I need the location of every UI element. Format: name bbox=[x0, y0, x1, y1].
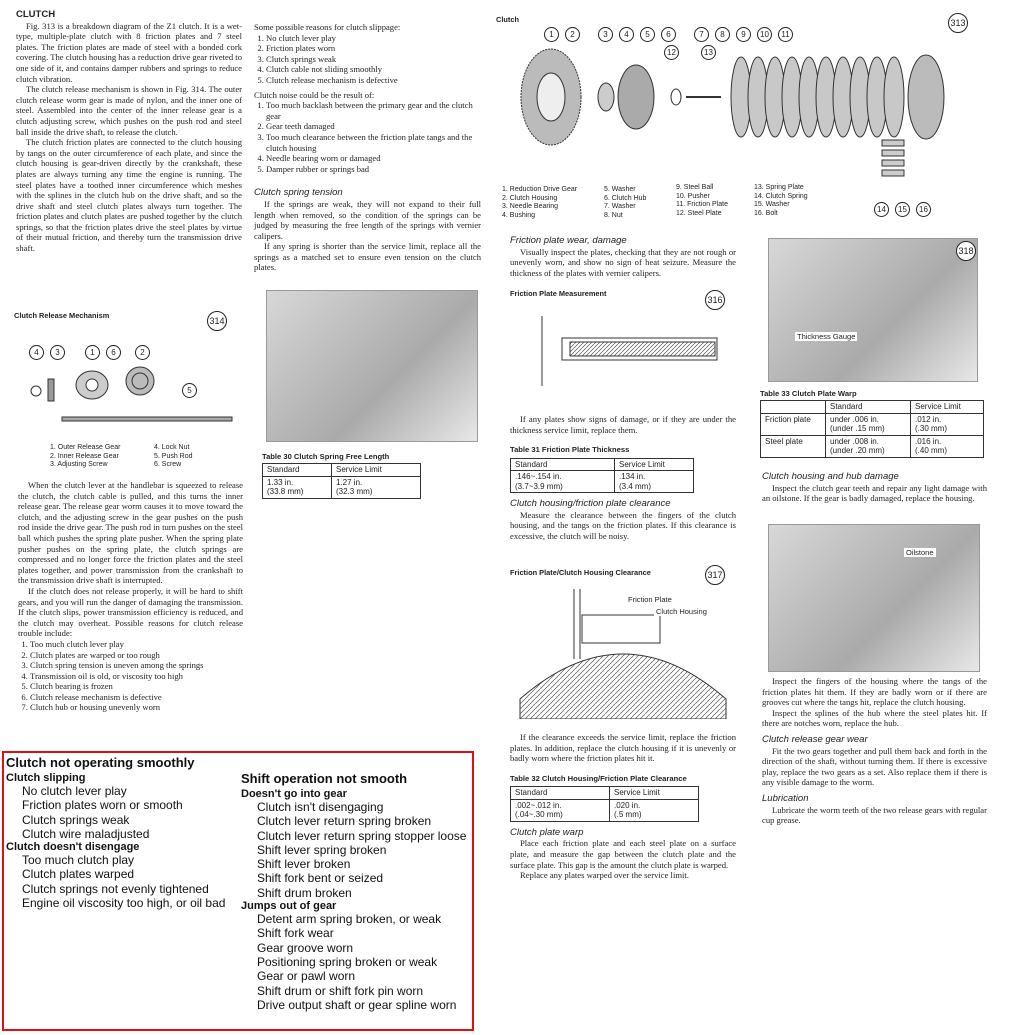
legend-item: 13. Spring Plate bbox=[754, 184, 804, 191]
figure-316 bbox=[510, 286, 736, 406]
table-31 bbox=[510, 458, 694, 494]
paragraph: If any spring is shorter than the service limit, replace all the springs as a matched set to ensure even tension on the clutch plates. bbox=[254, 241, 481, 273]
paragraph: Replace any plates warped over the service limit. bbox=[520, 870, 689, 881]
figure-legend bbox=[676, 184, 728, 218]
paragraph: Measure the clearance between the fingers of the clutch housing, and the tangs on the friction plates. If this clearance is excessive, the clutch will be noisy. bbox=[510, 509, 736, 542]
table-cell: .002~.012 in. (.04~.30 mm) bbox=[511, 799, 610, 821]
callout: 5 bbox=[182, 383, 197, 398]
table-30 bbox=[262, 452, 421, 499]
figure-title: Clutch Release Mechanism bbox=[14, 311, 110, 320]
figure-legend bbox=[154, 444, 193, 470]
figure-legend bbox=[604, 186, 646, 220]
callout: 3 bbox=[598, 27, 613, 42]
legend-item: 8. Nut bbox=[604, 211, 623, 219]
troubleshooting-box bbox=[2, 751, 474, 1031]
list-item: 7. Clutch hub or housing unevenly worn bbox=[30, 702, 243, 713]
trouble-item: Shift fork wear bbox=[257, 926, 334, 941]
table-header: Service Limit bbox=[615, 458, 694, 471]
callout: 3 bbox=[50, 345, 65, 360]
section-heading: Lubrication bbox=[762, 792, 809, 804]
table-cell: .016 in. (.40 mm) bbox=[911, 435, 984, 457]
table-cell: 1.33 in. (33.8 mm) bbox=[263, 476, 332, 498]
figure-legend bbox=[50, 444, 120, 470]
figure-label: Oilstone bbox=[906, 548, 934, 557]
column-4-b bbox=[762, 676, 987, 826]
column-3 bbox=[510, 236, 736, 278]
table-cell: .146~.154 in. (3.7~3.9 mm) bbox=[511, 471, 615, 493]
trouble-item: Clutch plates warped bbox=[22, 867, 135, 882]
callout: 7 bbox=[694, 27, 709, 42]
figure-legend bbox=[754, 184, 808, 218]
table-caption: Table 31 Friction Plate Thickness bbox=[510, 445, 630, 455]
list-item: 1. Too much clutch lever play bbox=[30, 639, 243, 650]
paragraph: Inspect the fingers of the housing where the tangs of the friction plates hit them. If they are badly worn or if there are grooves cut where the tangs hit, replace the clutch housing. bbox=[762, 676, 987, 708]
section-heading: Clutch spring tension bbox=[254, 187, 343, 199]
table-header: Service Limit bbox=[610, 787, 699, 800]
trouble-category: Doesn't go into gear bbox=[241, 788, 347, 800]
list-item: 3. Clutch spring tension is uneven among the springs bbox=[30, 660, 243, 671]
trouble-left-column bbox=[6, 755, 238, 910]
figure-number: 317 bbox=[705, 565, 725, 585]
list-item: 1. Too much backlash between the primary gear and the clutch gear bbox=[266, 100, 481, 121]
legend-item: 12. Steel Plate bbox=[676, 209, 722, 217]
callout: 12 bbox=[664, 45, 679, 60]
list-item: 1. No clutch lever play bbox=[266, 33, 481, 44]
callout: 6 bbox=[661, 27, 676, 42]
paragraph: The clutch release mechanism is shown in Fig. 314. The outer clutch release worm gear is made of nylon, and the inner one of steel. Assembled into the center of the inner release gear is a clutch adjusting screw, which pushes on the push rod and steel ball inside the drive shaft, to release the clutch. bbox=[16, 84, 242, 137]
noise-reasons bbox=[254, 100, 481, 174]
trouble-item: Detent arm spring broken, or weak bbox=[257, 912, 442, 927]
section-heading: Friction plate wear, damage bbox=[510, 235, 627, 246]
reason-list bbox=[18, 639, 243, 713]
table-header: Service Limit bbox=[332, 464, 421, 477]
table-cell: .012 in. (.30 mm) bbox=[911, 413, 984, 435]
trouble-item: Shift lever broken bbox=[257, 857, 351, 872]
paragraph: Fig. 313 is a breakdown diagram of the Z1 clutch. It is a wet-type, multiple-plate clutch with 8 friction plates and 7 steel plates. The friction plates are made of steel with a bonded cork covering. The clutch housing has a reduction drive gear riveted to one side of it, and contains damper rubbers and springs to reduce clutch vibration. bbox=[16, 20, 242, 84]
figure-legend bbox=[502, 186, 577, 220]
callout: 2 bbox=[135, 345, 150, 360]
figure-title: Clutch bbox=[496, 15, 519, 24]
legend-item: 11. Friction Plate bbox=[676, 201, 729, 208]
list-item: 3. Clutch springs weak bbox=[266, 54, 481, 65]
trouble-item: Positioning spring broken or weak bbox=[257, 954, 438, 969]
clutch-exploded-drawing bbox=[496, 42, 970, 182]
paragraph: Place each friction plate and each steel plate on a surface plate, and measure the gap between the clutch plate and the surface plate. This gap is the amount the clutch plate is warped. bbox=[510, 838, 736, 870]
legend-item: 2. Clutch Housing bbox=[502, 194, 558, 202]
figure-number: 314 bbox=[207, 311, 227, 331]
legend-item: 7. Washer bbox=[604, 203, 636, 210]
table-cell: Friction plate bbox=[761, 413, 826, 435]
table-cell: .020 in. (.5 mm) bbox=[610, 799, 699, 821]
paragraph: If the springs are weak, they will not expand to their full length when removed, so the condition of the springs can be judged by measuring the free length of the springs with vernier calipers. bbox=[254, 198, 481, 241]
callout: 13 bbox=[701, 45, 716, 60]
callout: 10 bbox=[757, 27, 772, 42]
legend-item: 10. Pusher bbox=[676, 192, 710, 200]
legend-item: 3. Needle Bearing bbox=[502, 203, 559, 210]
list-item: 4. Needle bearing worn or damaged bbox=[266, 153, 481, 164]
legend-item: 16. Bolt bbox=[754, 209, 778, 217]
list-item: 2. Clutch plates are warped or too rough bbox=[30, 650, 243, 661]
list-item: 5. Damper rubber or springs bad bbox=[266, 164, 481, 175]
list-item: 2. Friction plates worn bbox=[266, 43, 481, 54]
paragraph: If the clutch does not release properly, it will be hard to shift gears, and you will run the danger of damaging the transmission. If the clutch slips, power transmission efficiency is reduced, and the clutch may overheat. Possible reasons for clutch release trouble include: bbox=[18, 585, 243, 639]
callout: 5 bbox=[640, 27, 655, 42]
figure-314 bbox=[12, 308, 244, 476]
figure-313 bbox=[496, 10, 970, 225]
legend-item: 5. Washer bbox=[604, 186, 636, 193]
column-1-lower bbox=[18, 480, 243, 713]
trouble-title: Clutch not operating smoothly bbox=[6, 755, 195, 770]
trouble-category: Clutch doesn't disengage bbox=[6, 841, 140, 854]
table-cell: .134 in. (3.4 mm) bbox=[615, 471, 694, 493]
legend-item: 15. Washer bbox=[754, 201, 790, 208]
figure-label: Thickness Gauge bbox=[797, 332, 856, 341]
section-heading: Clutch housing/friction plate clearance bbox=[510, 498, 671, 510]
legend-item: 9. Steel Ball bbox=[676, 184, 714, 191]
table-caption: Table 32 Clutch Housing/Friction Plate Clearance bbox=[510, 773, 687, 783]
legend-item: 3. Adjusting Screw bbox=[50, 461, 108, 468]
table-header: Standard bbox=[511, 787, 610, 800]
table-caption: Table 33 Clutch Plate Warp bbox=[760, 389, 857, 398]
table-header bbox=[761, 401, 826, 414]
callouts-bottom bbox=[874, 199, 933, 217]
figure-title: Friction Plate Measurement bbox=[510, 289, 607, 298]
trouble-item: Engine oil viscosity too high, or oil bad bbox=[22, 896, 226, 911]
table-header: Standard bbox=[511, 458, 615, 471]
trouble-category: Jumps out of gear bbox=[241, 900, 337, 913]
legend-item: 1. Outer Release Gear bbox=[50, 444, 121, 451]
paragraph: When the clutch lever at the handlebar is squeezed to release the clutch, the clutch cable is pulled, and this turns the inner release gear. The release gear worm causes it to move toward the clutch, and the adjusting screw in the gear pushes on the push rod inside the drive gear. The push rod in turn pushes on the steel ball which pushes the spring plate pusher. When the spring plate pusher pushes on the spring plate, the clutch springs are compressed and no longer force the friction plates and the steel plates together, and power transmission from the crankshaft to the transmission drive shaft is interrupted. bbox=[18, 480, 243, 586]
legend-item: 6. Screw bbox=[154, 461, 182, 468]
list-item: 6. Clutch release mechanism is defective bbox=[30, 692, 243, 703]
list-item: 3. Too much clearance between the friction plate tangs and the clutch housing bbox=[266, 132, 481, 153]
section-heading: Clutch plate warp bbox=[510, 826, 584, 838]
trouble-item: Shift drum or shift fork pin worn bbox=[257, 983, 424, 998]
figure-317 bbox=[510, 565, 736, 725]
legend-item: 4. Bushing bbox=[502, 211, 536, 219]
callout: 2 bbox=[565, 27, 580, 42]
callout: 15 bbox=[895, 202, 910, 217]
trouble-item: Gear groove worn bbox=[257, 940, 354, 955]
list-item: 5. Clutch release mechanism is defective bbox=[266, 75, 481, 86]
table-header: Standard bbox=[263, 464, 332, 477]
legend-item: 4. Lock Nut bbox=[154, 444, 190, 451]
column-4 bbox=[762, 472, 987, 504]
trouble-item: Clutch springs weak bbox=[22, 812, 130, 827]
section-heading: Clutch release gear wear bbox=[762, 733, 868, 745]
thickness-gauge-photo bbox=[768, 238, 978, 382]
table-32 bbox=[510, 786, 699, 822]
trouble-item: Clutch isn't disengaging bbox=[257, 800, 384, 814]
trouble-item: Clutch lever return spring broken bbox=[257, 814, 432, 829]
paragraph: If any plates show signs of damage, or if they are under the thickness service limit, replace them. bbox=[510, 414, 736, 435]
trouble-item: Clutch wire maladjusted bbox=[22, 826, 150, 841]
legend-item: 1. Reduction Drive Gear bbox=[502, 186, 578, 193]
trouble-item: Shift lever spring broken bbox=[257, 842, 387, 857]
callout: 11 bbox=[778, 27, 793, 42]
table-cell: under .008 in. (under .20 mm) bbox=[826, 435, 911, 457]
section-heading-clutch: CLUTCH bbox=[16, 9, 56, 20]
list-item: 4. Transmission oil is old, or viscosity too high bbox=[30, 671, 243, 682]
paragraph: Fit the two gears together and pull them back and forth in the direction of the shaft, without turning them. If there is excessive play, replace the two gears as a set. Also replace them if there is any visible damage to the worm. bbox=[762, 745, 987, 788]
column-3-c bbox=[510, 732, 736, 881]
trouble-item: Shift fork bent or seized bbox=[257, 871, 384, 886]
figure-number: 318 bbox=[956, 241, 976, 261]
legend-item: 5. Push Rod bbox=[154, 452, 193, 460]
plate-section-drawing bbox=[510, 316, 736, 406]
paragraph: Inspect the clutch gear teeth and repair any light damage with an oilstone. If the gear is badly damaged, replace the housing. bbox=[762, 482, 987, 504]
trouble-item: Clutch springs not evenly tightened bbox=[22, 881, 209, 896]
oilstone-photo bbox=[768, 524, 980, 672]
table-header: Standard bbox=[826, 401, 911, 414]
table-33 bbox=[760, 389, 984, 458]
callout: 14 bbox=[874, 202, 889, 217]
trouble-item: Shift drum broken bbox=[257, 885, 352, 900]
paragraph: Inspect the splines of the hub where the steel plates hit. If there are notches worn, replace the hub. bbox=[762, 707, 987, 729]
trouble-item: No clutch lever play bbox=[22, 784, 127, 798]
paragraph: If the clearance exceeds the service limit, replace the friction plates. In addition, replace the clutch housing if it is unevenly or badly worn where the friction plates hit it. bbox=[510, 732, 736, 764]
noise-intro: Clutch noise could be the result of: bbox=[254, 89, 375, 100]
slip-intro: Some possible reasons for clutch slippage: bbox=[254, 22, 401, 32]
table-caption: Table 30 Clutch Spring Free Length bbox=[262, 452, 390, 461]
table-cell: Steel plate bbox=[761, 435, 826, 457]
slip-reasons bbox=[254, 33, 481, 86]
figure-label: Friction Plate bbox=[628, 595, 672, 604]
legend-item: 14. Clutch Spring bbox=[754, 192, 808, 200]
trouble-title: Shift operation not smooth bbox=[241, 771, 408, 786]
trouble-item: Clutch lever return spring stopper loose bbox=[257, 828, 467, 843]
callout: 8 bbox=[715, 27, 730, 42]
callout: 16 bbox=[916, 202, 931, 217]
trouble-category: Clutch slipping bbox=[6, 772, 86, 784]
callout: 9 bbox=[736, 27, 751, 42]
list-item: 5. Clutch bearing is frozen bbox=[30, 681, 243, 692]
callout: 6 bbox=[106, 345, 121, 360]
trouble-item: Too much clutch play bbox=[22, 853, 135, 868]
list-item: 4. Clutch cable not sliding smoothly bbox=[266, 64, 481, 75]
paragraph: Lubricate the worm teeth of the two release gears with regular cup grease. bbox=[762, 804, 987, 826]
figure-title: Friction Plate/Clutch Housing Clearance bbox=[510, 568, 651, 577]
paragraph: The clutch friction plates are connected to the clutch housing by tangs on the outer circumference of each plate, and since the clutch housing is gear-driven directly by the crankshaft, these plates are always turning any time the engine is running. The steel plates have a toothed inner circumference which meshes with the splines in the clutch hub on the drive shaft, and so the drive shaft and steel clutch plates always turn together. The friction plates and clutch plates are pushed together by the clutch springs, so that the friction plates drive the steel plates by virtue of their mutual friction, and thereby turn the transmission drive shaft. bbox=[16, 137, 242, 254]
legend-item: 6. Clutch Hub bbox=[604, 194, 647, 202]
legend-item: 2. Inner Release Gear bbox=[50, 452, 119, 460]
paragraph: Visually inspect the plates, checking that they are not rough or unevenly worn, and show no sign of heat seizure. Measure the thickness of the plates with vernier calipers. bbox=[510, 246, 736, 278]
trouble-item: Friction plates worn or smooth bbox=[22, 798, 183, 813]
calipers-photo bbox=[266, 290, 478, 442]
callout: 1 bbox=[544, 27, 559, 42]
figure-label: Clutch Housing bbox=[656, 607, 707, 616]
trouble-right-column bbox=[241, 771, 470, 1012]
table-cell: under .006 in. (under .15 mm) bbox=[826, 413, 911, 435]
release-mechanism-drawing bbox=[12, 353, 244, 473]
callout: 4 bbox=[29, 345, 44, 360]
table-cell: 1.27 in. (32.3 mm) bbox=[332, 476, 421, 498]
callout: 4 bbox=[619, 27, 634, 42]
trouble-item: Drive output shaft or gear spline worn bbox=[257, 997, 457, 1012]
callout: 1 bbox=[85, 345, 100, 360]
column-3-b bbox=[510, 414, 736, 542]
figure-number: 313 bbox=[948, 13, 968, 33]
figure-number: 316 bbox=[705, 290, 725, 310]
section-heading: Clutch housing and hub damage bbox=[762, 471, 899, 482]
trouble-item: Gear or pawl worn bbox=[257, 969, 356, 984]
list-item: 2. Gear teeth damaged bbox=[266, 121, 481, 132]
table-header: Service Limit bbox=[911, 401, 984, 414]
column-1 bbox=[16, 10, 242, 254]
column-2 bbox=[254, 22, 481, 273]
